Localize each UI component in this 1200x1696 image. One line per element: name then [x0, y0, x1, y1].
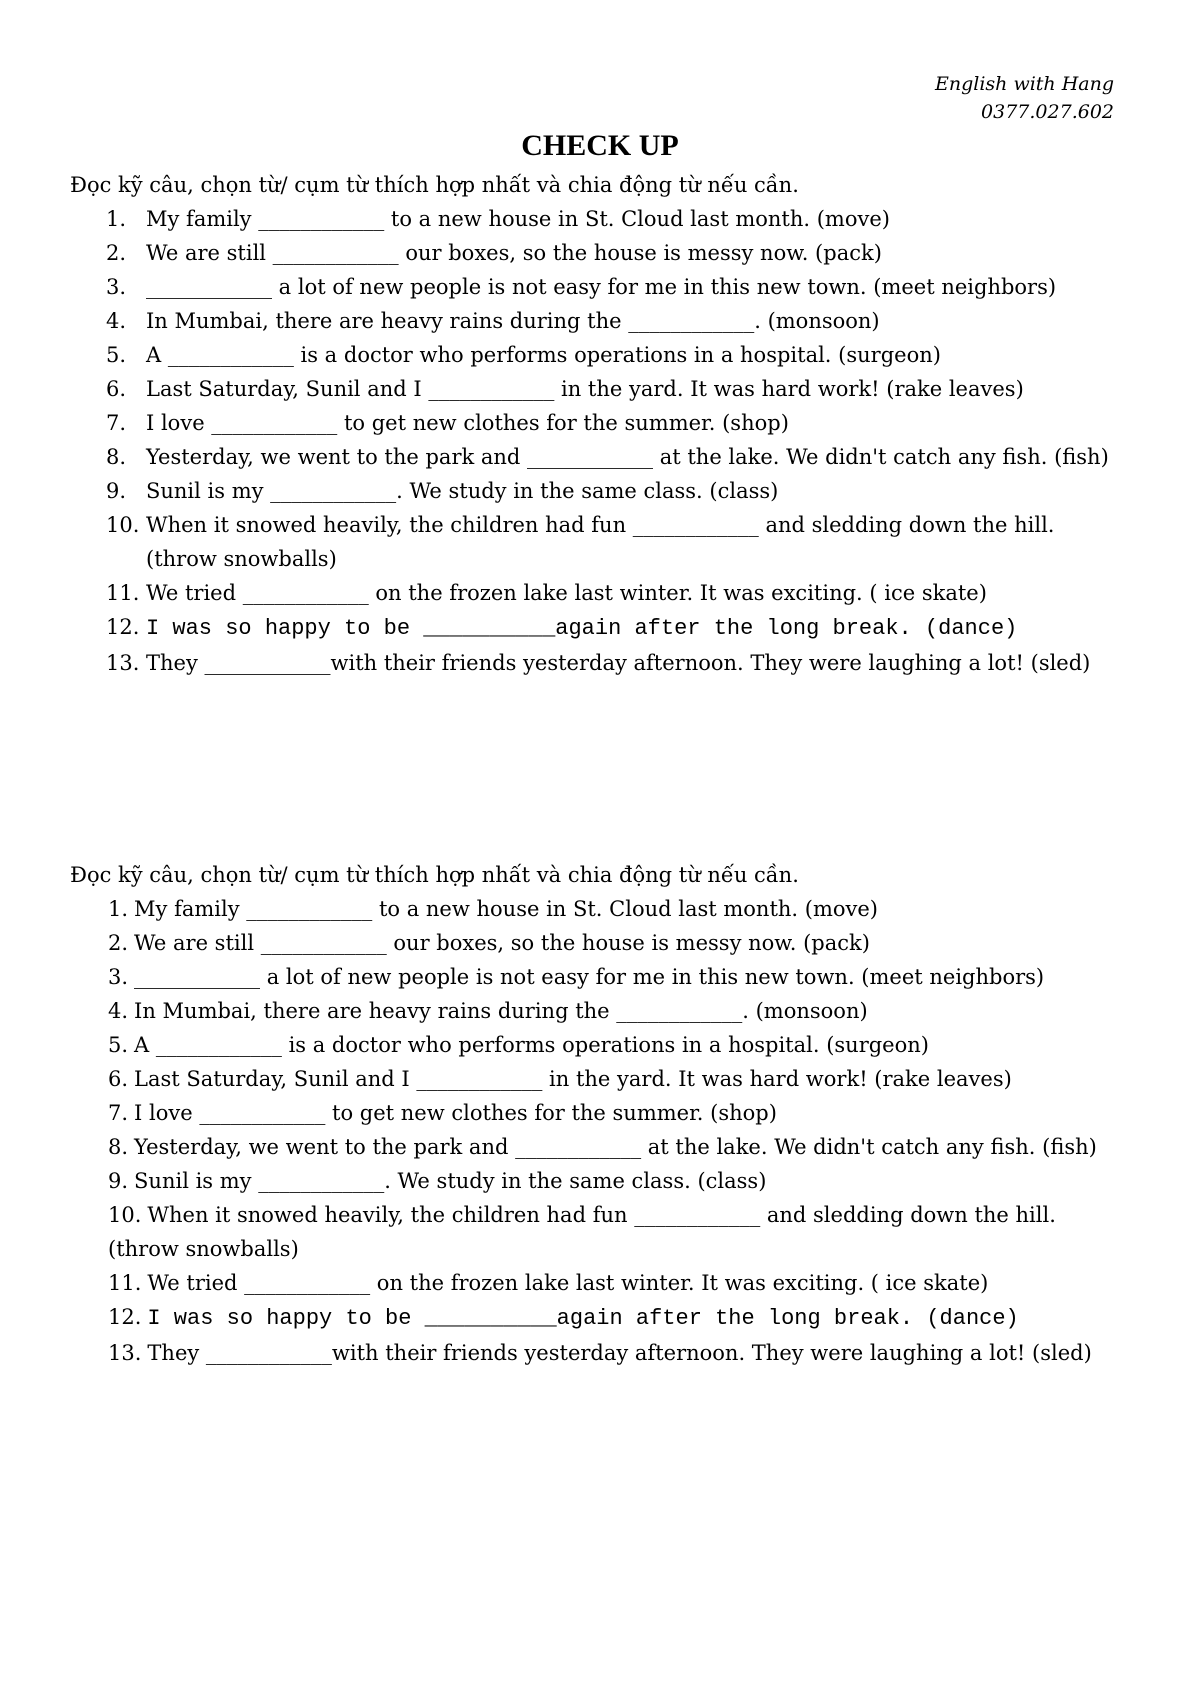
question-number: 4.	[106, 309, 127, 333]
question-item	[70, 1028, 1130, 1062]
question-number: 10.	[106, 513, 140, 537]
exercise-section-1	[70, 168, 1130, 680]
credit-block	[935, 70, 1114, 126]
question-item	[70, 1336, 1130, 1370]
question-item	[70, 372, 1130, 406]
question-item	[70, 440, 1130, 474]
question-text: Yesterday, we went to the park and ____________ at the lake. We didn't catch any fish. (fish)	[134, 1135, 1097, 1159]
question-text: My family ____________ to a new house in St. Cloud last month. (move)	[146, 207, 890, 231]
question-item	[70, 406, 1130, 440]
question-text: ____________ a lot of new people is not easy for me in this new town. (meet neighbors)	[146, 275, 1057, 299]
question-item	[70, 610, 1130, 646]
question-list	[70, 892, 1130, 1370]
question-number: 8.	[106, 445, 127, 469]
question-text: In Mumbai, there are heavy rains during the ____________. (monsoon)	[134, 999, 868, 1023]
question-text: A ____________ is a doctor who performs operations in a hospital. (surgeon)	[146, 343, 941, 367]
question-text: Sunil is my ____________. We study in the same class. (class)	[134, 1169, 767, 1193]
question-number: 7.	[108, 1101, 129, 1125]
question-item	[70, 1096, 1130, 1130]
question-number: 6.	[108, 1067, 129, 1091]
question-number: 5.	[106, 343, 127, 367]
question-item	[70, 994, 1130, 1028]
question-text: We are still ____________ our boxes, so the house is messy now. (pack)	[146, 241, 882, 265]
question-text: Sunil is my ____________. We study in the same class. (class)	[146, 479, 779, 503]
question-text: We are still ____________ our boxes, so the house is messy now. (pack)	[134, 931, 870, 955]
question-item	[70, 508, 1130, 576]
section-instruction: Đọc kỹ câu, chọn từ/ cụm từ thích hợp nhất và chia động từ nếu cần.	[70, 863, 799, 887]
question-item	[70, 202, 1130, 236]
question-item	[70, 892, 1130, 926]
question-text: They ____________with their friends yesterday afternoon. They were laughing a lot! (sled)	[146, 651, 1091, 675]
question-number: 2.	[108, 931, 129, 955]
exercise-section-2	[70, 858, 1130, 1370]
question-number: 11.	[106, 581, 140, 605]
page-title: CHECK UP	[521, 129, 679, 162]
question-text: I love ____________ to get new clothes for the summer. (shop)	[146, 411, 789, 435]
question-number: 3.	[106, 275, 127, 299]
question-number: 12.	[106, 615, 140, 639]
question-text: I was so happy to be __________again after the long break. (dance)	[147, 1306, 1019, 1331]
question-item	[70, 960, 1130, 994]
question-text: My family ____________ to a new house in St. Cloud last month. (move)	[134, 897, 878, 921]
question-item	[70, 1300, 1130, 1336]
question-text: When it snowed heavily, the children had fun ____________ and sledding down the hill. (throw snowballs)	[108, 1203, 1056, 1261]
question-text: A ____________ is a doctor who performs operations in a hospital. (surgeon)	[134, 1033, 929, 1057]
question-number: 1.	[108, 897, 129, 921]
question-item	[70, 304, 1130, 338]
credit-phone: 0377.027.602	[981, 101, 1114, 123]
question-number: 4.	[108, 999, 129, 1023]
question-text: I was so happy to be __________again after the long break. (dance)	[146, 616, 1018, 641]
question-number: 13.	[106, 651, 140, 675]
question-text: I love ____________ to get new clothes for the summer. (shop)	[134, 1101, 777, 1125]
question-item	[70, 1130, 1130, 1164]
question-item	[70, 270, 1130, 304]
question-number: 9.	[108, 1169, 129, 1193]
question-number: 1.	[106, 207, 127, 231]
question-number: 8.	[108, 1135, 129, 1159]
question-text: In Mumbai, there are heavy rains during the ____________. (monsoon)	[146, 309, 880, 333]
question-item	[70, 338, 1130, 372]
question-item	[70, 926, 1130, 960]
question-text: Yesterday, we went to the park and ____________ at the lake. We didn't catch any fish. (fish)	[146, 445, 1109, 469]
credit-name: English with Hang	[935, 73, 1114, 95]
question-item	[70, 576, 1130, 610]
question-number: 2.	[106, 241, 127, 265]
question-text: ____________ a lot of new people is not easy for me in this new town. (meet neighbors)	[134, 965, 1045, 989]
question-item	[70, 646, 1130, 680]
question-list	[70, 202, 1130, 680]
question-text: When it snowed heavily, the children had fun ____________ and sledding down the hill. (throw snowballs)	[146, 513, 1055, 571]
question-number: 5.	[108, 1033, 129, 1057]
question-number: 3.	[108, 965, 129, 989]
question-item	[70, 1062, 1130, 1096]
question-text: Last Saturday, Sunil and I ____________ in the yard. It was hard work! (rake leaves)	[134, 1067, 1012, 1091]
question-item	[70, 1164, 1130, 1198]
question-number: 6.	[106, 377, 127, 401]
question-item	[70, 474, 1130, 508]
question-text: We tried ____________ on the frozen lake last winter. It was exciting. ( ice skate)	[146, 581, 987, 605]
question-item	[70, 1266, 1130, 1300]
question-number: 12.	[108, 1305, 142, 1329]
question-number: 7.	[106, 411, 127, 435]
section-instruction: Đọc kỹ câu, chọn từ/ cụm từ thích hợp nhất và chia động từ nếu cần.	[70, 173, 799, 197]
question-text: They ____________with their friends yesterday afternoon. They were laughing a lot! (sled)	[147, 1341, 1092, 1365]
question-number: 13.	[108, 1341, 142, 1365]
question-number: 9.	[106, 479, 127, 503]
question-item	[70, 1198, 1130, 1266]
question-number: 10.	[108, 1203, 142, 1227]
question-text: Last Saturday, Sunil and I ____________ in the yard. It was hard work! (rake leaves)	[146, 377, 1024, 401]
question-item	[70, 236, 1130, 270]
question-text: We tried ____________ on the frozen lake last winter. It was exciting. ( ice skate)	[147, 1271, 989, 1295]
question-number: 11.	[108, 1271, 142, 1295]
